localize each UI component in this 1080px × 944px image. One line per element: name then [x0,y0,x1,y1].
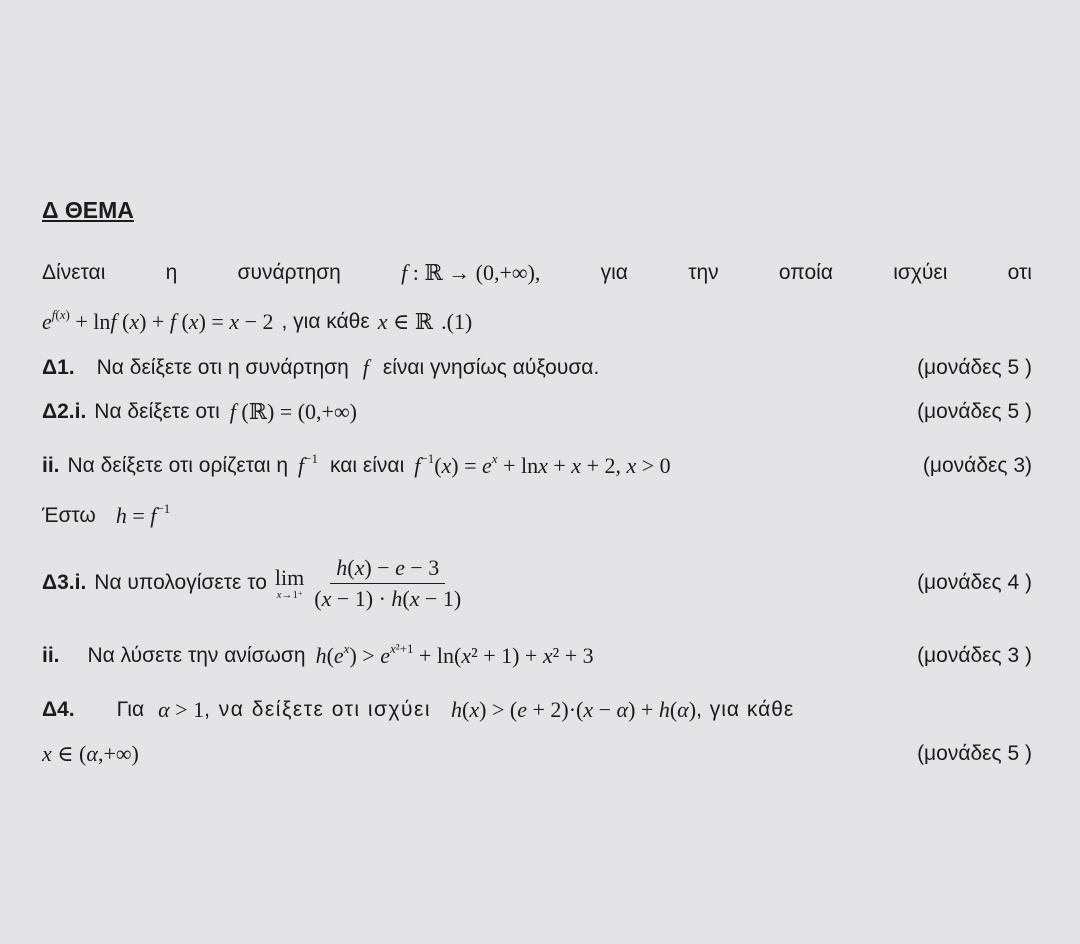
domain-formula: x ∈ ℝ [377,309,434,335]
question-points: (μονάδες 5 ) [917,742,1032,765]
h-definition-formula: $h = f^{-1}$ [115,501,171,528]
intro-word: την [688,261,719,284]
document [42,0,1032,944]
limit-formula: lim x→1+ $\frac{h(x) - e - 3}{(x - 1) \cdot h(x - 1)}$ [274,554,462,611]
question-text: , να δείξετε οτι ισχύει [204,698,432,721]
intro-word: για [600,261,628,284]
definition-h [42,496,1032,536]
inequality-formula: $h(e^x) > e^{x^2+1} + \ln(x^2 + 1) + x^2 + 3$ [315,641,594,668]
section-title: Δ ΘΕΜΑ [42,197,134,223]
equation-label: .(1) [441,309,473,334]
question-d2ii [42,446,1032,486]
intro-line-2 [42,302,1032,342]
question-label: Δ2.i. [42,400,87,423]
function-symbol: f [362,355,369,380]
question-points: (μονάδες 5 ) [917,356,1032,379]
question-text: , για κάθε [696,698,795,721]
question-text: είναι γνησίως αύξουσα. [382,356,600,379]
question-d4 [42,690,1032,730]
inverse-formula: $f^{-1}(x) = e^x + \ln x + x + 2$, x > 0 [414,451,671,478]
intro-word: ισχύει [893,261,948,284]
question-points: (μονάδες 4 ) [917,571,1032,594]
question-d3ii [42,636,1032,676]
intro-line-1 [42,253,1032,293]
question-text: και είναι [330,454,405,477]
question-points: (μονάδες 3 ) [917,644,1032,667]
d4-inequality: h(x) > (e + 2)·(x − α) + h(α) [451,697,697,722]
equation-suffix: , για κάθε [281,310,370,333]
intro-word: οποία [778,261,833,284]
question-text: Να δείξετε οτι [94,400,220,423]
question-text: Να υπολογίσετε το [94,571,267,594]
question-d1 [42,348,1032,388]
question-d4-cont [42,734,1032,774]
intro-word: συνάρτηση [237,261,341,284]
intro-word: οτι [1007,261,1032,284]
question-points: (μονάδες 3) [922,454,1032,477]
function-domain-formula: f : ℝ → (0,+∞), [401,260,541,286]
interval-formula: x ∈ (α,+∞) [42,741,139,766]
question-label: Δ1. [42,356,75,379]
intro-word: η [165,261,178,284]
question-text: Να δείξετε οτι ορίζεται η [67,454,289,477]
intro-word: Δίνεται [42,261,106,284]
question-label: ii. [42,454,60,477]
question-d3i [42,548,1032,618]
inverse-symbol: $f^{-1}$ [298,451,319,478]
question-text: Να δείξετε οτι η συνάρτηση [96,356,349,379]
question-label: Δ4. [42,698,75,721]
question-d2i [42,392,1032,432]
range-formula: f (ℝ) = (0,+∞) [229,399,357,425]
let-text: Έστω [42,504,96,527]
question-label: Δ3.i. [42,571,87,594]
alpha-condition: α > 1 [158,697,205,722]
question-text: Για [116,698,145,721]
question-points: (μονάδες 5 ) [917,400,1032,423]
question-label: ii. [42,644,60,667]
question-text: Να λύσετε την ανίσωση [87,644,306,667]
main-equation: $e^{f(x)} + \ln f$ (x) + f (x) = x − 2 [42,307,274,334]
